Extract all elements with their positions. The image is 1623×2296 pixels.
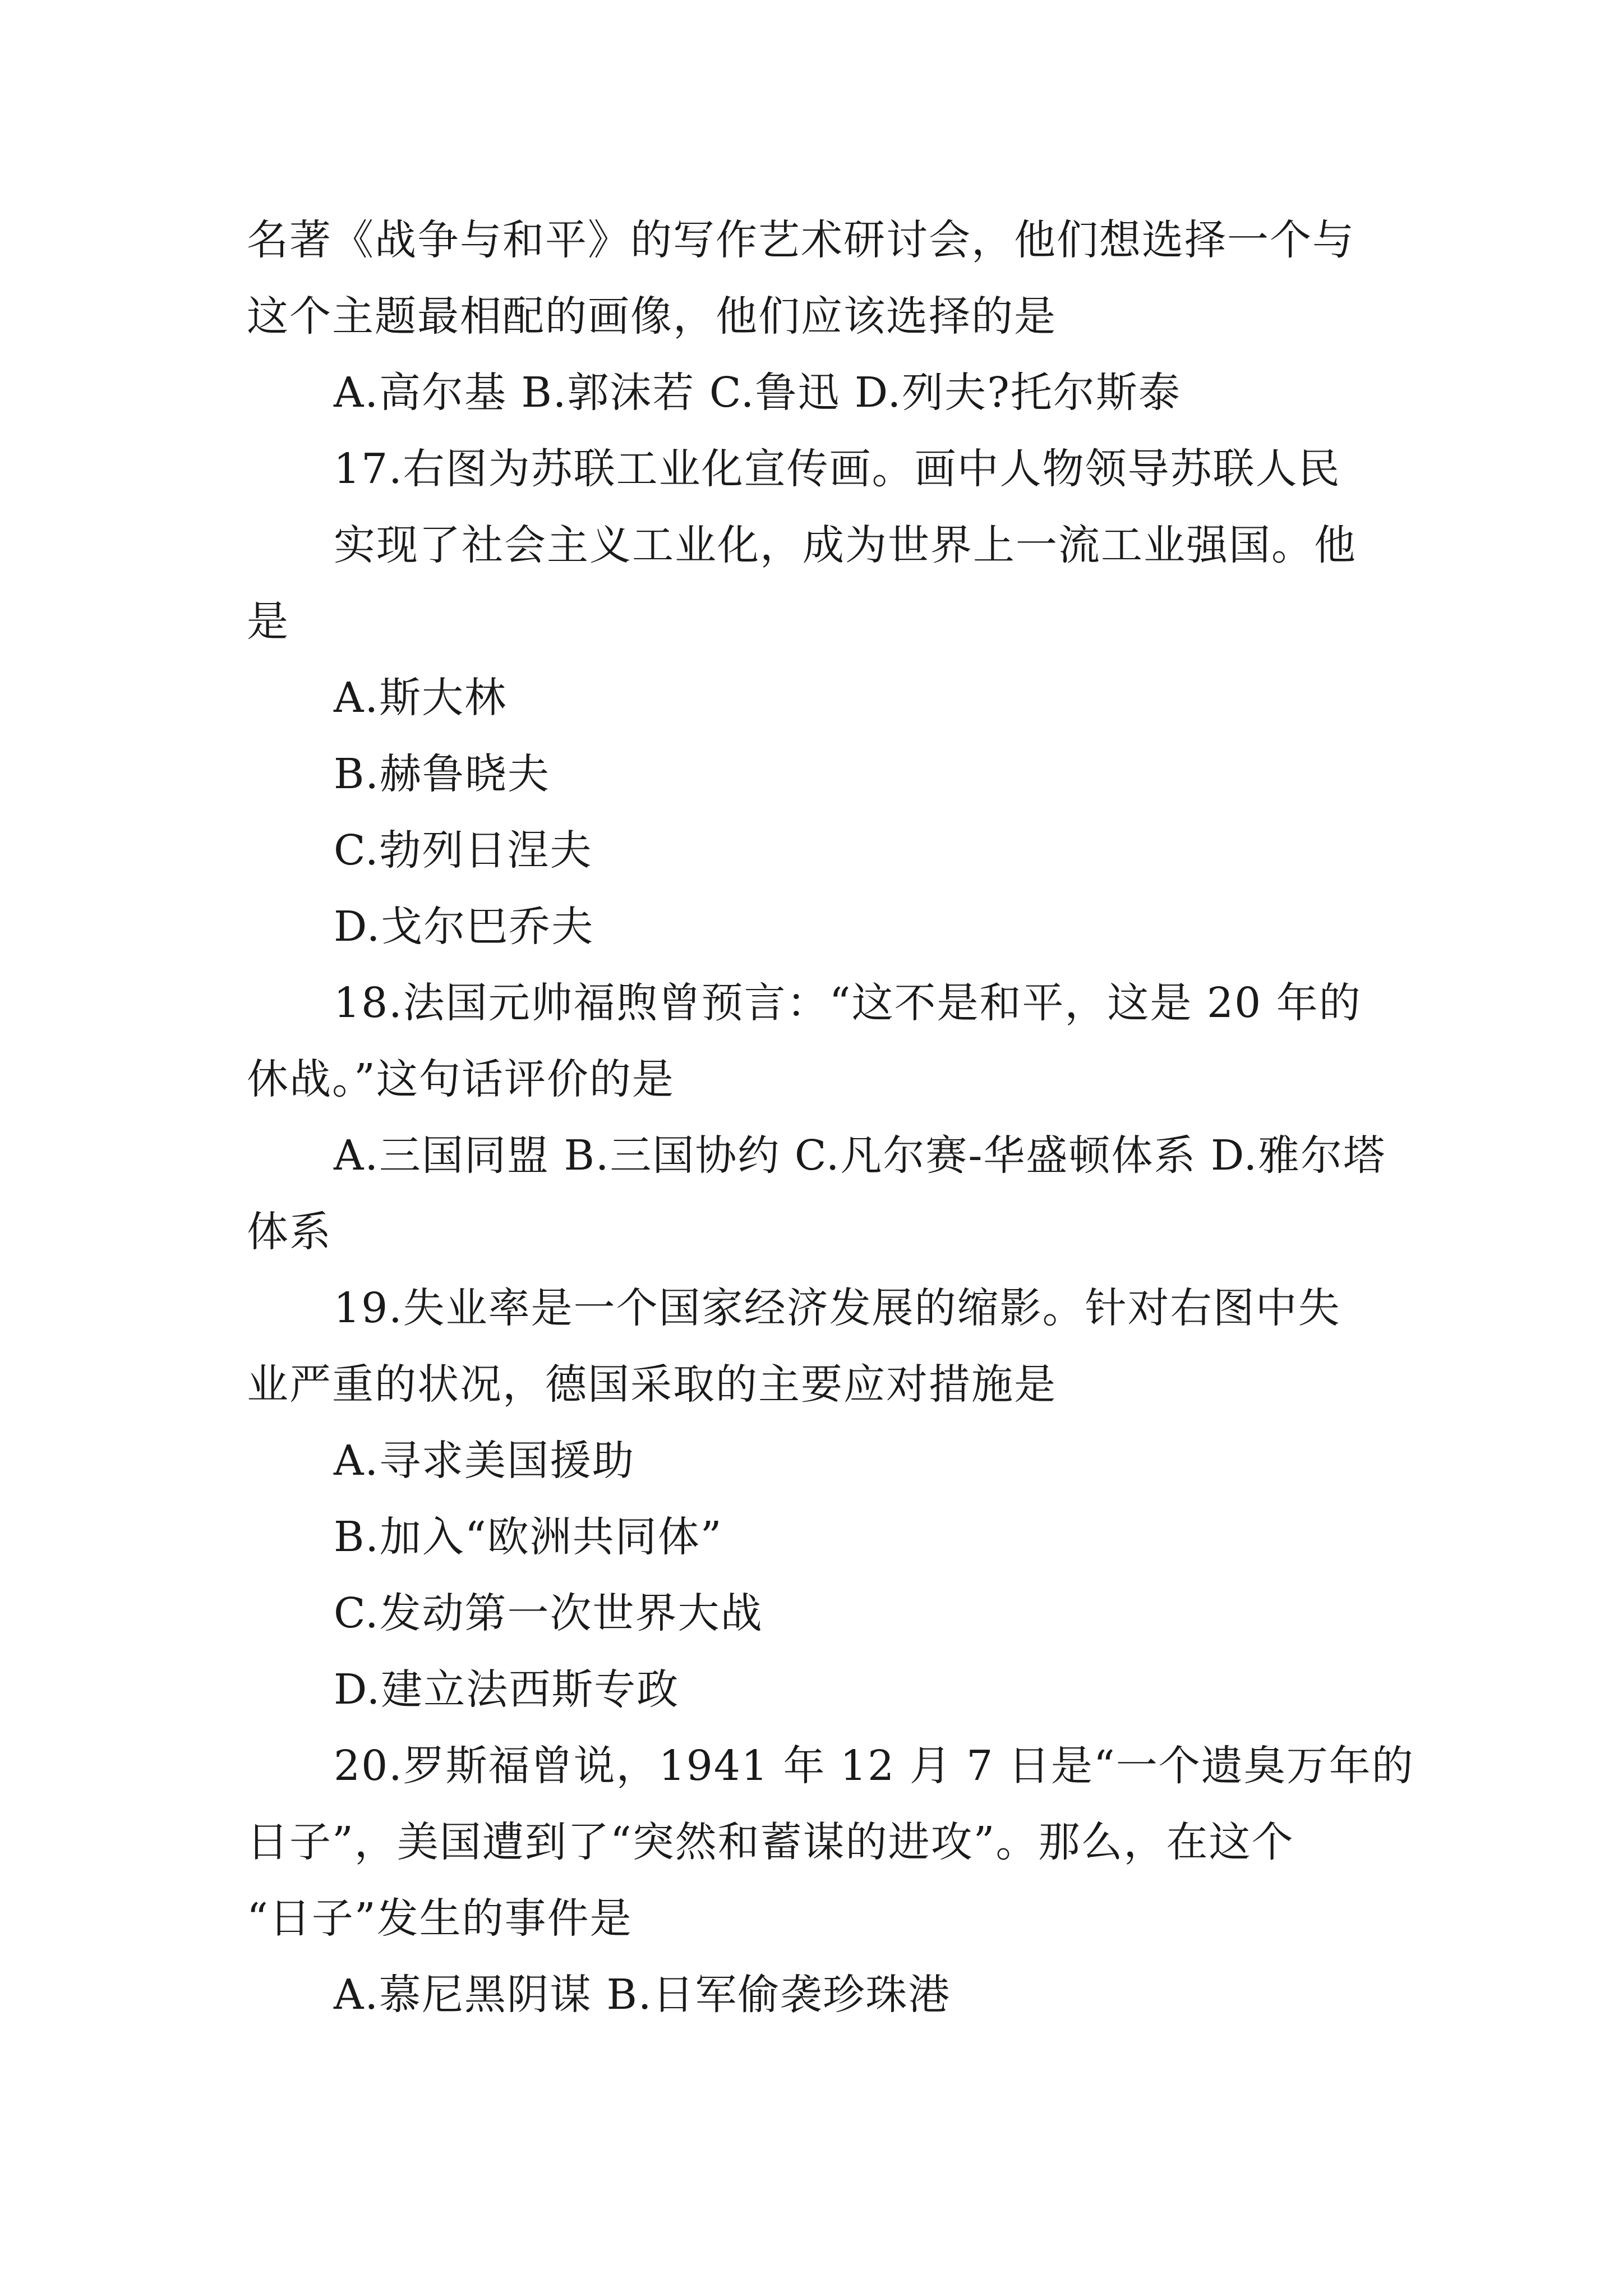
- answer-options-q18: A.三国同盟 B.三国协约 C.凡尔赛-华盛顿体系 D.雅尔塔: [334, 1131, 1386, 1180]
- answer-options-q16: A.高尔基 B.郭沫若 C.鲁迅 D.列夫?托尔斯泰: [334, 369, 1181, 417]
- text-line: 体系: [247, 1208, 332, 1256]
- text-line: 这个主题最相配的画像，他们应该选择的是: [247, 292, 1057, 341]
- question-19: 19.失业率是一个国家经济发展的缩影。针对右图中失: [334, 1284, 1341, 1332]
- option-17-a: A.斯大林: [334, 674, 507, 722]
- text-line: 实现了社会主义工业化，成为世界上一流工业强国。他: [334, 521, 1357, 569]
- text-line: “日子”发生的事件是: [247, 1894, 633, 1943]
- option-19-a: A.寻求美国援助: [334, 1437, 635, 1485]
- option-19-d: D.建立法西斯专政: [334, 1665, 680, 1714]
- document-body: [247, 202, 1414, 2033]
- question-17: 17.右图为苏联工业化宣传画。画中人物领导苏联人民: [334, 445, 1341, 493]
- option-17-b: B.赫鲁晓夫: [334, 750, 550, 798]
- answer-options-q20: A.慕尼黑阴谋 B.日军偷袭珍珠港: [334, 1971, 951, 2019]
- text-line: 业严重的状况，德国采取的主要应对措施是: [247, 1360, 1057, 1409]
- text-line: 名著《战争与和平》的写作艺术研讨会，他们想选择一个与: [247, 216, 1355, 264]
- text-line: 休战。”这句话评价的是: [247, 1055, 675, 1103]
- text-line: 是: [247, 597, 289, 646]
- option-19-c: C.发动第一次世界大战: [334, 1589, 763, 1637]
- option-17-d: D.戈尔巴乔夫: [334, 903, 594, 951]
- question-20: 20.罗斯福曾说，1941 年 12 月 7 日是“一个遗臭万年的: [334, 1742, 1414, 1790]
- question-18: 18.法国元帅福煦曾预言：“这不是和平，这是 20 年的: [334, 979, 1362, 1027]
- text-line: 日子”，美国遭到了“突然和蓄谋的进攻”。那么，在这个: [247, 1818, 1294, 1866]
- option-19-b: B.加入“欧洲共同体”: [334, 1513, 723, 1561]
- option-17-c: C.勃列日涅夫: [334, 826, 593, 875]
